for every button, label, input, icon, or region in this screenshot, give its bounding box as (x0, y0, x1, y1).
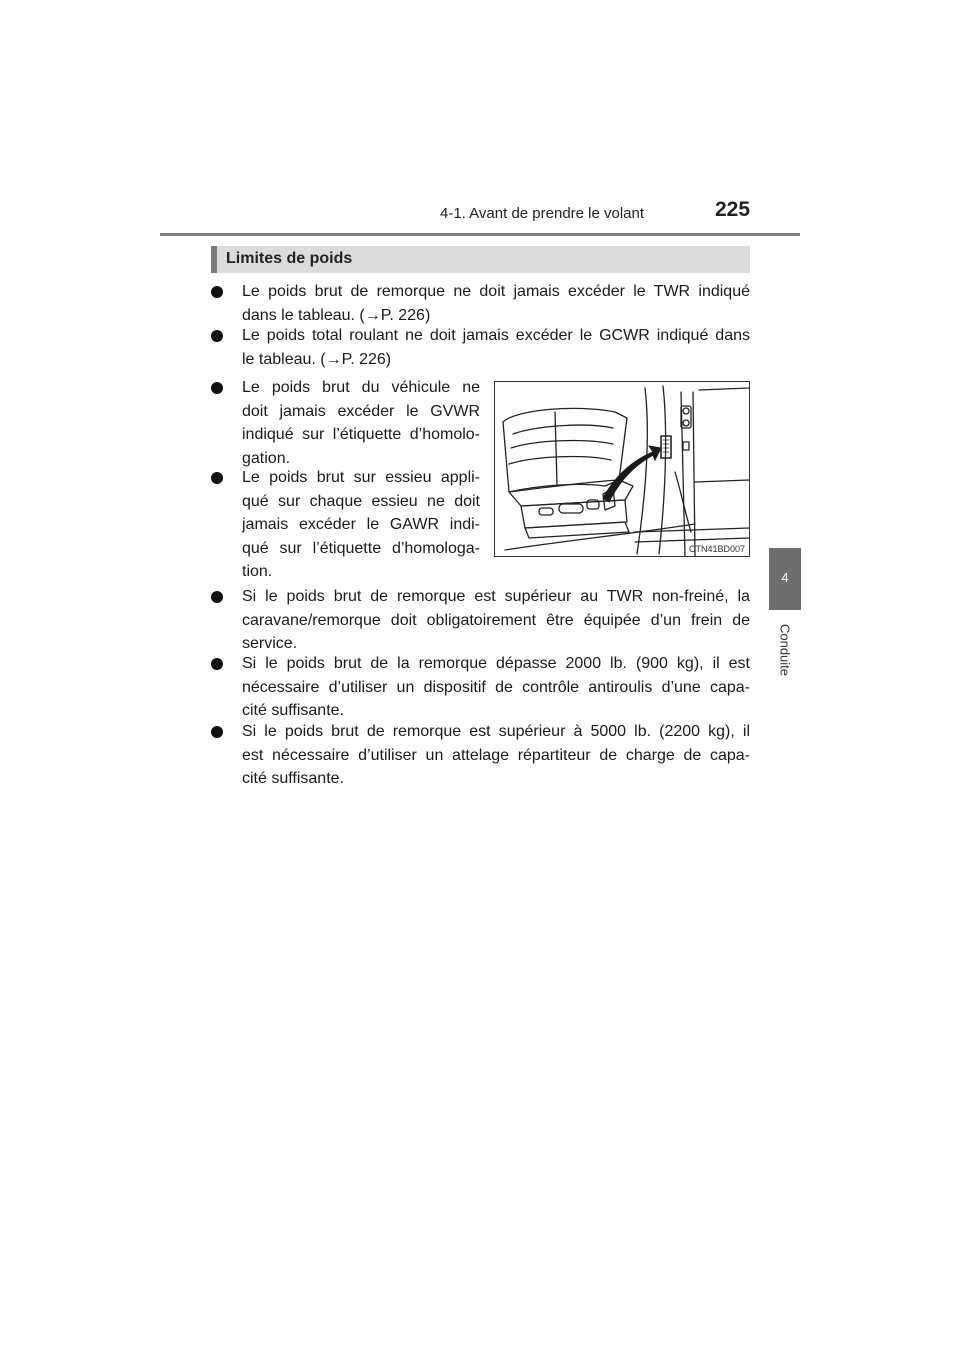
bullet-line: caravane/remorque doit obligatoirement être équipée d’un frein de (242, 611, 750, 629)
seat-door-drawing (495, 382, 749, 556)
bullet-text (242, 280, 750, 327)
section-title-accent (211, 246, 217, 273)
bullet-line: dans le tableau. (→P. 226) (242, 306, 431, 324)
bullet-icon (211, 286, 223, 298)
bullet-line: tion. (242, 563, 273, 580)
bullet-line: service. (242, 635, 298, 652)
header-rule (160, 233, 800, 236)
bullet-text (242, 720, 750, 791)
bullet-line: Le poids total roulant ne doit jamais excéder le GCWR indiqué dans (242, 327, 750, 344)
bullet-line: jamais excéder le GAWR indi- (242, 516, 480, 533)
bullet-line: cité suffisante. (242, 770, 344, 787)
bullet-line: Le poids brut de remorque ne doit jamais excéder le TWR indiqué (242, 283, 750, 300)
bullet-line: Le poids brut du véhicule ne (242, 379, 480, 396)
bullet-item (211, 466, 481, 586)
bullet-line: est nécessaire d’utiliser un attelage répartiteur de charge de capa- (242, 746, 750, 764)
bullet-icon (211, 330, 223, 342)
bullet-line: Si le poids brut de la remorque dépasse 2000 lb. (900 kg), il est (242, 655, 750, 672)
bullet-item (211, 280, 750, 328)
bullet-line: qué sur l’étiquette d’homologa- (242, 539, 480, 557)
bullet-line: le tableau. (→P. 226) (242, 350, 392, 368)
header-section-title: 4-1. Avant de prendre le volant (440, 205, 645, 222)
bullet-item (211, 720, 750, 792)
bullet-line: Si le poids brut de remorque est supérieur à 5000 lb. (2200 kg), il (242, 723, 750, 740)
bullet-line: Si le poids brut de remorque est supérieur au TWR non-freiné, la (242, 588, 750, 605)
bullet-item (211, 324, 750, 372)
bullet-icon (211, 591, 223, 603)
bullet-line: doit jamais excéder le GVWR (242, 402, 480, 420)
bullet-line: cité suffisante. (242, 702, 344, 719)
bullet-icon (211, 382, 223, 394)
bullet-item (211, 376, 481, 472)
page-number: 225 (715, 198, 751, 221)
bullet-text (242, 324, 750, 371)
bullet-item (211, 652, 750, 724)
bullet-line: qué sur chaque essieu ne doit (242, 492, 480, 510)
bullet-text (242, 585, 750, 656)
bullet-icon (211, 658, 223, 670)
figure-code: CTN41BD007 (688, 544, 745, 554)
bullet-text (242, 466, 480, 584)
bullet-line: gation. (242, 449, 291, 467)
bullet-icon (211, 726, 223, 738)
bullet-text (242, 652, 750, 723)
bullet-line: indiqué sur l’étiquette d’homolo- (242, 426, 480, 443)
section-title: Limites de poids (226, 250, 353, 267)
bullet-text (242, 376, 480, 470)
bullet-line: nécessaire d’utiliser un dispositif de contrôle antiroulis d’une capa- (242, 678, 750, 696)
seat-label-illustration (494, 381, 750, 557)
bullet-item (211, 585, 750, 657)
chapter-tab-number: 4 (781, 570, 789, 585)
section-title-bar (211, 246, 750, 273)
bullet-icon (211, 472, 223, 484)
bullet-line: Le poids brut sur essieu appli- (242, 469, 480, 486)
chapter-tab-label: Conduite (777, 623, 793, 677)
